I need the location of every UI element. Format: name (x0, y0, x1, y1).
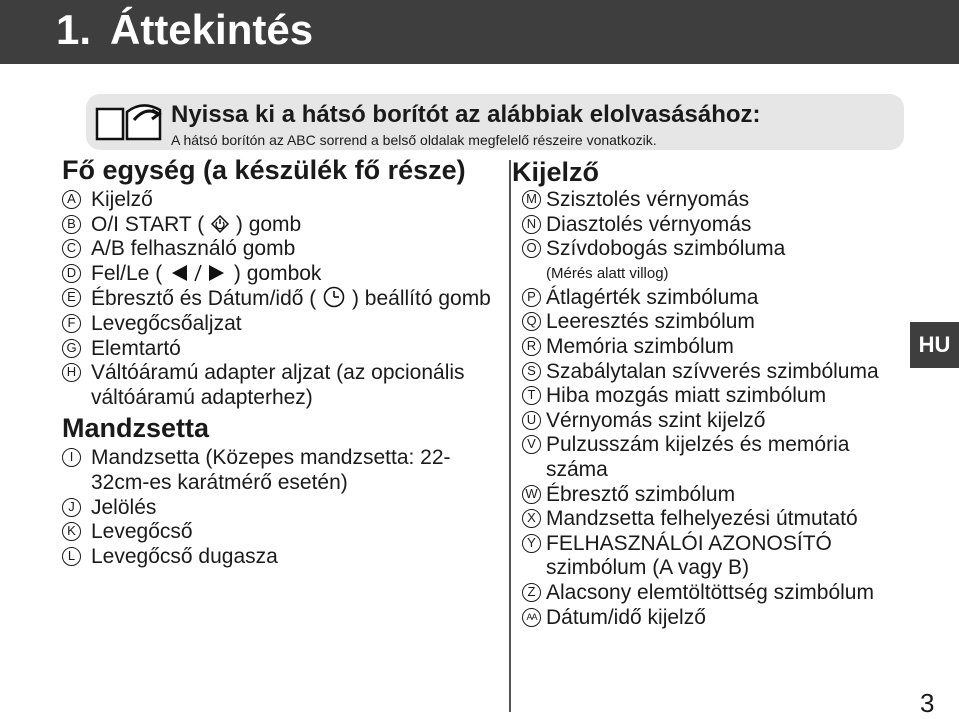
list-item (512, 409, 912, 434)
item-letter: V (522, 435, 541, 454)
item-letter: A (62, 190, 81, 209)
item-text: O/I START ( (91, 212, 205, 236)
item-letter: G (62, 339, 81, 358)
cuff-heading: Mandzsetta (62, 413, 210, 444)
item-letter: Q (522, 312, 541, 331)
item-text: Leeresztés szimbólum (546, 310, 755, 334)
list-item (512, 310, 912, 335)
list-item (512, 433, 912, 482)
power-start-icon (210, 214, 230, 234)
item-text: Átlagérték szimbóluma (546, 285, 759, 309)
clock-icon (322, 286, 346, 308)
item-letter: E (62, 288, 81, 307)
list-item (512, 606, 912, 631)
item-letter: X (522, 509, 541, 528)
banner-title: Nyissa ki a hátsó borítót az alábbiak elolvasásához: (171, 101, 761, 128)
chapter-number: 1. (56, 6, 92, 53)
item-letter: I (62, 448, 81, 467)
item-letter: J (62, 498, 81, 517)
chapter-title: Áttekintés (110, 6, 314, 53)
item-letter: O (522, 239, 541, 258)
item-letter: H (62, 363, 81, 382)
item-note: (Mérés alatt villog) (546, 264, 669, 282)
item-letter: N (522, 215, 541, 234)
list-item (512, 384, 912, 409)
item-text: Levegőcső (91, 520, 193, 544)
item-text: Szisztolés vérnyomás (546, 188, 750, 211)
item-letter: U (522, 411, 541, 430)
list-item (62, 237, 502, 262)
list-item (62, 286, 502, 312)
item-text: Fel/Le ( (91, 261, 163, 285)
list-item (62, 446, 502, 495)
item-letter: Z (522, 583, 541, 602)
item-letter: T (522, 386, 541, 405)
list-item (512, 213, 912, 238)
item-text: Alacsony elemtöltöttség szimbólum (546, 580, 874, 604)
display-column (512, 156, 912, 630)
item-letter: K (62, 522, 81, 541)
item-text: Pulzusszám kijelzés és memória száma (546, 433, 850, 481)
item-letter: R (522, 337, 541, 356)
list-item (512, 532, 912, 581)
list-item (62, 262, 502, 287)
item-text: Hiba mozgás miatt szimbólum (546, 384, 827, 408)
list-item (62, 361, 502, 410)
item-letter: S (522, 362, 541, 381)
list-item (62, 188, 502, 213)
item-text-suffix: ) gombok (233, 261, 322, 285)
item-text: Szabálytalan szívverés szimbóluma (546, 359, 879, 383)
item-text: Dátum/idő kijelző (546, 605, 706, 629)
chapter-header-bar (0, 0, 959, 64)
item-text: A/B felhasználó gomb (91, 237, 296, 261)
language-tab: HU (910, 322, 959, 368)
column-divider (509, 160, 511, 712)
item-text: Ébresztő és Dátum/idő ( (91, 287, 317, 311)
list-item (512, 581, 912, 606)
item-text: Mandzsetta (Közepes mandzsetta: 22-32cm-es karátmérő esetén) (91, 446, 451, 494)
main-unit-heading: Fő egység (a készülék fő része) (62, 155, 466, 185)
list-item (62, 520, 502, 545)
list-item (62, 545, 502, 570)
item-text: Levegőcsőaljzat (91, 311, 242, 335)
list-item (512, 237, 912, 286)
item-text: Váltóáramú adapter aljzat (az opcionális váltóáramú adapterhez) (91, 361, 465, 409)
list-item (512, 335, 912, 360)
list-item (512, 286, 912, 311)
item-text: Jelölés (91, 495, 157, 519)
item-text: Levegőcső dugasza (91, 544, 278, 568)
item-text: Vérnyomás szint kijelző (546, 408, 766, 432)
item-text-suffix: ) beállító gomb (351, 287, 491, 311)
item-letter: D (62, 264, 81, 283)
item-text: Elemtartó (91, 336, 181, 360)
item-letter: L (62, 547, 81, 566)
list-item (62, 213, 502, 238)
main-unit-column (62, 154, 502, 569)
display-heading: Kijelző (512, 157, 600, 187)
item-text: Kijelző (91, 188, 153, 211)
item-letter: M (522, 190, 541, 209)
list-item (512, 360, 912, 385)
item-text: Diasztolés vérnyomás (546, 212, 752, 236)
open-book-icon (94, 100, 166, 142)
item-text: Mandzsetta felhelyezési útmutató (546, 507, 858, 531)
list-item (62, 337, 502, 362)
page-number: 3 (920, 688, 935, 718)
item-text: Szívdobogás szimbóluma (546, 237, 786, 261)
item-text-suffix: ) gomb (235, 212, 302, 236)
left-right-arrows-icon (168, 263, 228, 283)
item-letter: C (62, 239, 81, 258)
item-letter: P (522, 288, 541, 307)
item-letter: B (62, 215, 81, 234)
list-item (62, 496, 502, 521)
list-item (512, 507, 912, 532)
item-text: Memória szimbólum (546, 334, 734, 358)
list-item (512, 483, 912, 508)
item-text: FELHASZNÁLÓI AZONOSÍTÓ szimbólum (A vagy B) (546, 531, 832, 580)
list-item (62, 312, 502, 337)
item-letter: Y (522, 534, 541, 553)
banner-subtitle: A hátsó borítón az ABC sorrend a belső oldalak megfelelő részeire vonatkozik. (171, 132, 657, 148)
item-letter: W (522, 485, 541, 504)
item-letter: AA (522, 608, 541, 627)
item-text: Ébresztő szimbólum (546, 482, 736, 506)
item-letter: F (62, 314, 81, 333)
list-item (512, 188, 912, 213)
